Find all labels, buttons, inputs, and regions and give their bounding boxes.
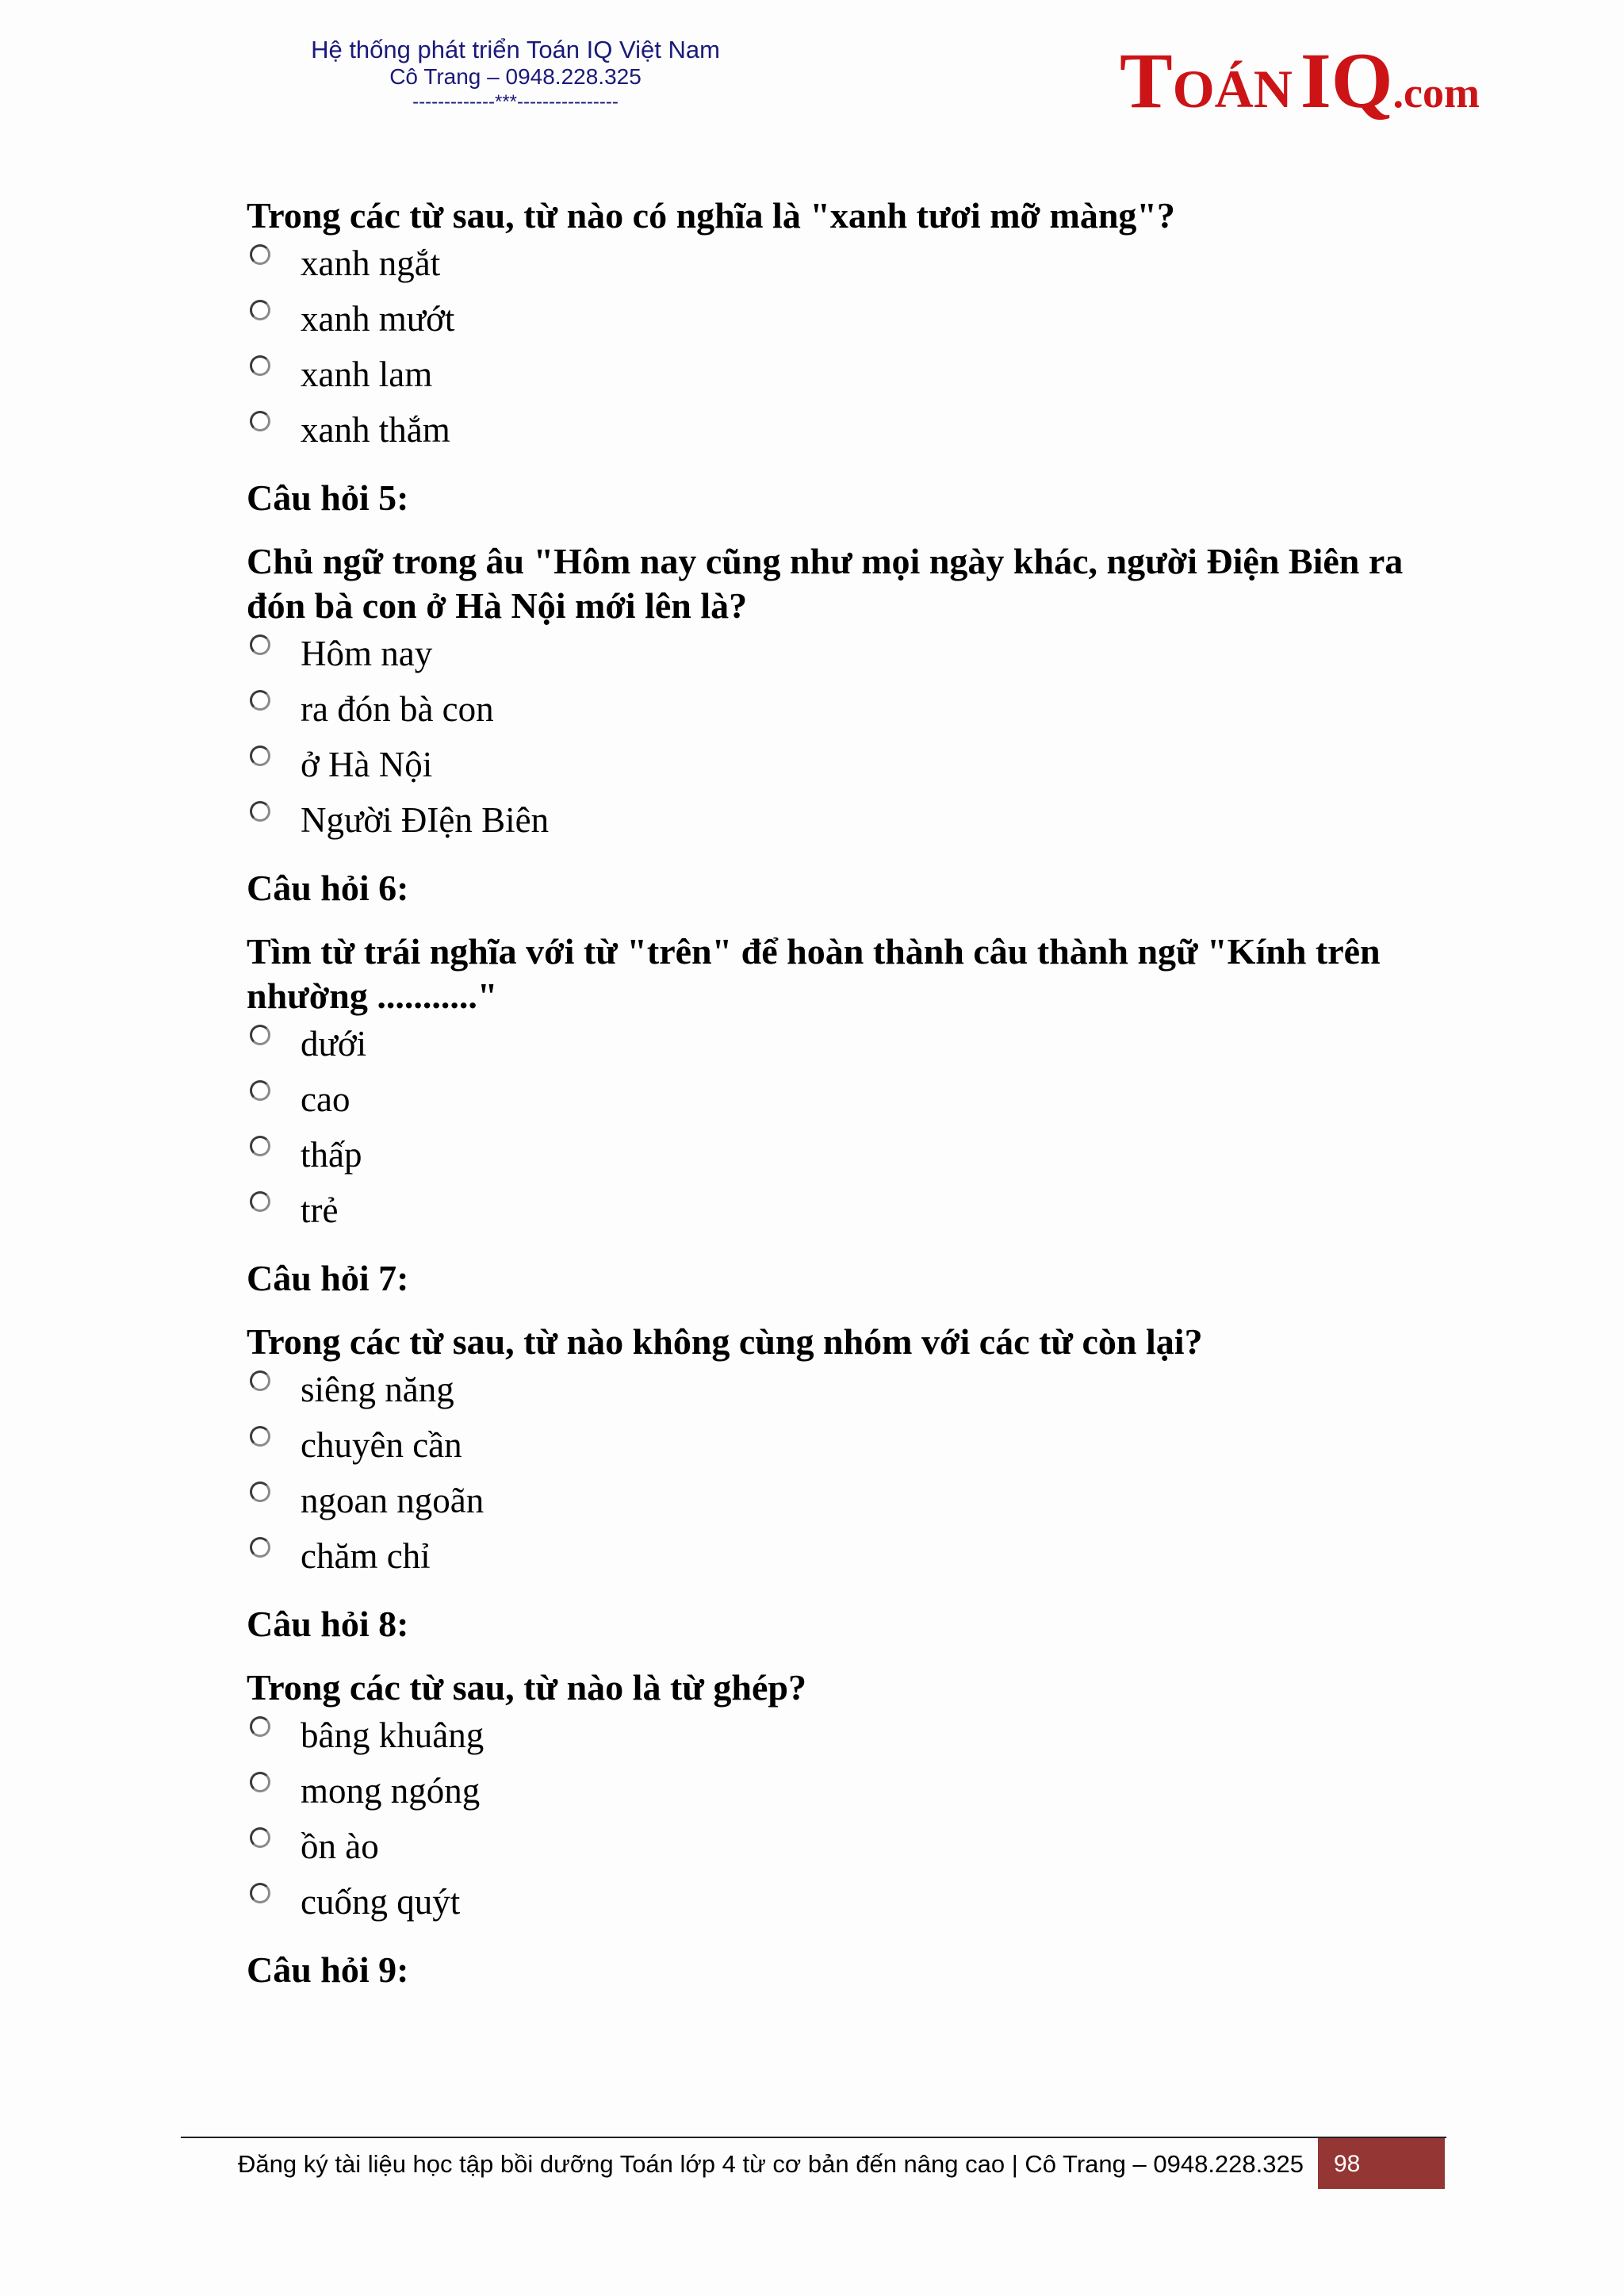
answer-option-label: siêng năng bbox=[301, 1370, 454, 1409]
radio-button-icon[interactable] bbox=[250, 1370, 270, 1391]
question-text: Trong các từ sau, từ nào là từ ghép? bbox=[247, 1667, 806, 1708]
question-text: Trong các từ sau, từ nào có nghĩa là "xanh tươi mỡ màng"? bbox=[247, 195, 1175, 236]
answer-option-label: mong ngóng bbox=[301, 1771, 481, 1811]
answer-options bbox=[247, 630, 1436, 852]
radio-button-icon[interactable] bbox=[250, 634, 270, 655]
answer-option-label: Người ĐIện Biên bbox=[301, 800, 550, 840]
question-heading: Câu hỏi 5: bbox=[247, 477, 409, 518]
answer-option[interactable] bbox=[247, 1421, 1436, 1477]
answer-option[interactable] bbox=[247, 630, 1436, 685]
question-heading: Câu hỏi 7: bbox=[247, 1258, 409, 1298]
question-text: Chủ ngữ trong âu "Hôm nay cũng như mọi ngày khác, người Điện Biên ra đón bà con ở Hà Nội mới lên là? bbox=[247, 541, 1404, 626]
radio-button-icon[interactable] bbox=[250, 801, 270, 822]
page-number: 98 bbox=[1334, 2151, 1361, 2177]
answer-option[interactable] bbox=[247, 741, 1436, 796]
answer-option-label: chăm chỉ bbox=[301, 1536, 431, 1576]
answer-option[interactable] bbox=[247, 1075, 1436, 1131]
radio-button-icon[interactable] bbox=[250, 244, 270, 265]
answer-options bbox=[247, 1711, 1436, 1934]
answer-option-label: thấp bbox=[301, 1135, 362, 1175]
question-text: Tìm từ trái nghĩa với từ "trên" để hoàn thành câu thành ngữ "Kính trên nhường ..........." bbox=[247, 931, 1381, 1016]
answer-option-label: xanh thắm bbox=[301, 410, 450, 450]
header-teacher-phone: Cô Trang – 0948.228.325 bbox=[389, 64, 642, 89]
question-heading: Câu hỏi 9: bbox=[247, 1949, 409, 1990]
radio-button-icon[interactable] bbox=[250, 1537, 270, 1558]
answer-option-label: ra đón bà con bbox=[301, 689, 494, 729]
question-text: Trong các từ sau, từ nào không cùng nhóm với các từ còn lại? bbox=[247, 1321, 1203, 1362]
radio-button-icon[interactable] bbox=[250, 355, 270, 376]
answer-option-label: bâng khuâng bbox=[301, 1715, 485, 1755]
answer-option-label: cuống quýt bbox=[301, 1882, 461, 1922]
answer-option-label: xanh lam bbox=[301, 355, 433, 394]
toaniq-logo bbox=[1120, 36, 1480, 125]
radio-button-icon[interactable] bbox=[250, 411, 270, 431]
radio-button-icon[interactable] bbox=[250, 1025, 270, 1045]
answer-option[interactable] bbox=[247, 406, 1436, 462]
radio-button-icon[interactable] bbox=[250, 1481, 270, 1502]
answer-option[interactable] bbox=[247, 1767, 1436, 1823]
answer-option[interactable] bbox=[247, 685, 1436, 741]
radio-button-icon[interactable] bbox=[250, 1136, 270, 1156]
quiz-content bbox=[247, 194, 1436, 2011]
answer-option[interactable] bbox=[247, 351, 1436, 406]
footer-text: Đăng ký tài liệu học tập bồi dưỡng Toán lớp 4 từ cơ bản đến nâng cao | Cô Trang – 0948.228.325 bbox=[238, 2150, 1304, 2178]
answer-option-label: ồn ào bbox=[301, 1826, 379, 1866]
radio-button-icon[interactable] bbox=[250, 690, 270, 711]
answer-option[interactable] bbox=[247, 1878, 1436, 1934]
radio-button-icon[interactable] bbox=[250, 1426, 270, 1447]
answer-options bbox=[247, 240, 1436, 462]
logo-letter-t: T bbox=[1120, 36, 1173, 125]
radio-button-icon[interactable] bbox=[250, 300, 270, 320]
radio-button-icon[interactable] bbox=[250, 1080, 270, 1101]
radio-button-icon[interactable] bbox=[250, 1716, 270, 1737]
answer-option[interactable] bbox=[247, 1366, 1436, 1421]
answer-option-label: xanh mướt bbox=[301, 299, 455, 339]
header-divider: -------------***---------------- bbox=[412, 91, 619, 113]
logo-dotcom: .com bbox=[1392, 69, 1480, 117]
answer-option[interactable] bbox=[247, 295, 1436, 351]
answer-option-label: ở Hà Nội bbox=[301, 745, 433, 784]
answer-option[interactable] bbox=[247, 1711, 1436, 1767]
answer-option-label: chuyên cần bbox=[301, 1425, 462, 1465]
page-number-box bbox=[1318, 2138, 1445, 2189]
answer-option-label: xanh ngắt bbox=[301, 243, 441, 283]
question-heading: Câu hỏi 8: bbox=[247, 1604, 409, 1644]
answer-option-label: cao bbox=[301, 1079, 350, 1119]
answer-option[interactable] bbox=[247, 796, 1436, 852]
answer-option[interactable] bbox=[247, 240, 1436, 295]
answer-option[interactable] bbox=[247, 1477, 1436, 1532]
answer-options bbox=[247, 1366, 1436, 1588]
answer-option-label: ngoan ngoãn bbox=[301, 1481, 485, 1520]
footer-divider bbox=[181, 2137, 1446, 2138]
answer-option[interactable] bbox=[247, 1186, 1436, 1242]
answer-option[interactable] bbox=[247, 1020, 1436, 1075]
header-contact bbox=[262, 35, 769, 114]
logo-letters-iq: IQ bbox=[1300, 36, 1393, 125]
answer-option-label: Hôm nay bbox=[301, 634, 433, 673]
radio-button-icon[interactable] bbox=[250, 746, 270, 766]
answer-option-label: dưới bbox=[301, 1024, 367, 1064]
radio-button-icon[interactable] bbox=[250, 1883, 270, 1903]
radio-button-icon[interactable] bbox=[250, 1772, 270, 1792]
header-org-name: Hệ thống phát triển Toán IQ Việt Nam bbox=[311, 36, 720, 63]
answer-option-label: trẻ bbox=[301, 1190, 339, 1230]
question-heading: Câu hỏi 6: bbox=[247, 868, 409, 908]
answer-option[interactable] bbox=[247, 1131, 1436, 1186]
answer-option[interactable] bbox=[247, 1823, 1436, 1878]
radio-button-icon[interactable] bbox=[250, 1827, 270, 1848]
answer-options bbox=[247, 1020, 1436, 1242]
logo-letters-oan: OÁN bbox=[1172, 59, 1293, 119]
answer-option[interactable] bbox=[247, 1532, 1436, 1588]
radio-button-icon[interactable] bbox=[250, 1191, 270, 1212]
